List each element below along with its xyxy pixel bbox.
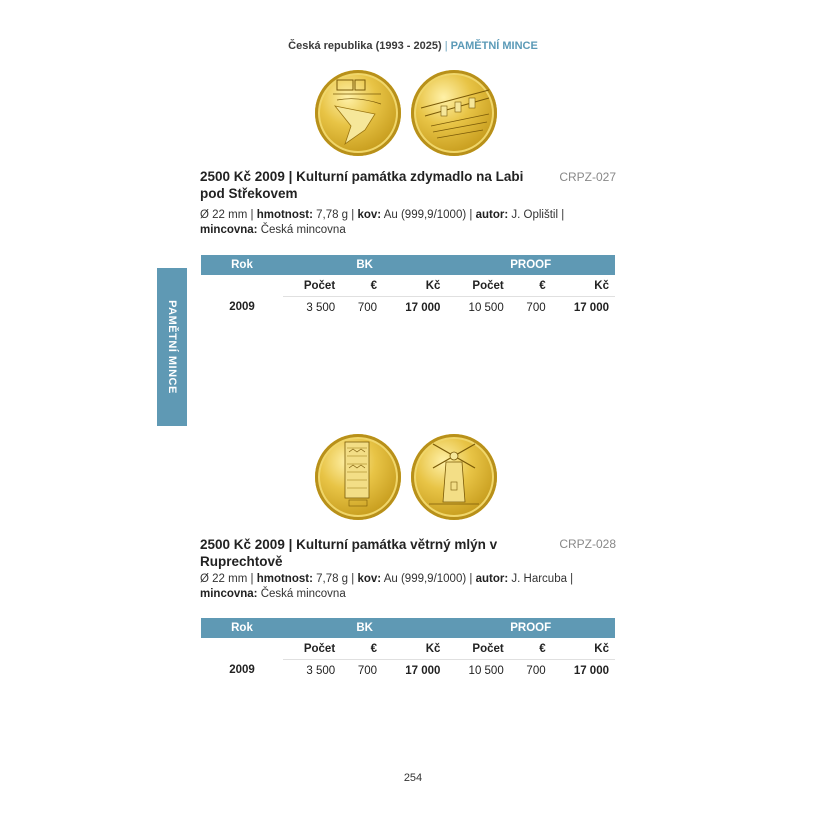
header-bk: BK bbox=[283, 618, 446, 638]
coin-2-specs: Ø 22 mm | hmotnost: 7,78 g | kov: Au (999,9/1000) | autor: J. Harcuba | mincovna: Česká mincovna bbox=[200, 573, 574, 600]
coin-2-obverse-image bbox=[315, 434, 401, 520]
coin-2-title: 2500 Kč 2009 | Kulturní památka větrný mlýn v Ruprechtově bbox=[200, 537, 498, 569]
row-proof-count: 10 500 bbox=[468, 664, 504, 677]
coin-1-weight: 7,78 g bbox=[316, 209, 349, 221]
row-bk-count: 3 500 bbox=[306, 301, 336, 314]
coin-1-mint: Česká mincovna bbox=[260, 224, 346, 236]
coin-1-mint-label: mincovna: bbox=[200, 224, 258, 236]
row-proof-czk: 17 000 bbox=[573, 301, 609, 314]
header-separator: | bbox=[444, 40, 448, 52]
subheader-proof-eur: € bbox=[510, 275, 552, 297]
subheader-bk-czk: Kč bbox=[383, 275, 446, 297]
row-bk-eur: 700 bbox=[357, 664, 378, 677]
row-bk-count: 3 500 bbox=[306, 664, 336, 677]
row-bk-czk: 17 000 bbox=[405, 664, 441, 677]
coin-2-mint: Česká mincovna bbox=[260, 588, 346, 600]
header-proof: PROOF bbox=[446, 618, 615, 638]
row-year: 2009 bbox=[229, 664, 255, 677]
section-side-tab bbox=[157, 268, 187, 426]
subheader-bk-eur: € bbox=[341, 275, 383, 297]
coin-1-reverse-image bbox=[411, 70, 497, 156]
page-number: 254 bbox=[403, 772, 423, 784]
header-section: PAMĚTNÍ MINCE bbox=[450, 40, 538, 52]
subheader-proof-czk: Kč bbox=[552, 638, 615, 660]
row-year: 2009 bbox=[229, 301, 255, 314]
row-proof-czk: 17 000 bbox=[573, 664, 609, 677]
subheader-proof-count: Počet bbox=[446, 275, 509, 297]
subheader-bk-count: Počet bbox=[283, 638, 341, 660]
subheader-bk-czk: Kč bbox=[383, 638, 446, 660]
coin-2-author: J. Harcuba bbox=[511, 573, 567, 585]
coin-1-metal-label: kov: bbox=[357, 209, 382, 221]
subheader-proof-eur: € bbox=[510, 638, 552, 660]
coin-1-metal: Au (999,9/1000) bbox=[383, 209, 467, 221]
coin-2-author-label: autor: bbox=[475, 573, 509, 585]
coin-2-reverse-image bbox=[411, 434, 497, 520]
subheader-proof-czk: Kč bbox=[552, 275, 615, 297]
coin-2-mint-label: mincovna: bbox=[200, 588, 258, 600]
page-header bbox=[0, 40, 826, 52]
header-bk: BK bbox=[283, 255, 446, 275]
coin-2-weight: 7,78 g bbox=[316, 573, 349, 585]
coin-2-weight-label: hmotnost: bbox=[256, 573, 313, 585]
row-bk-eur: 700 bbox=[357, 301, 378, 314]
coin-1-author: J. Oplištil bbox=[511, 209, 559, 221]
row-proof-eur: 700 bbox=[526, 301, 546, 314]
subheader-bk-eur: € bbox=[341, 638, 383, 660]
coin-2-diameter: Ø 22 mm bbox=[200, 573, 248, 585]
header-title: Česká republika (1993 - 2025) bbox=[288, 40, 442, 52]
subheader-proof-count: Počet bbox=[446, 638, 509, 660]
coin-1-price-table bbox=[201, 255, 615, 318]
subheader-bk-count: Počet bbox=[283, 275, 341, 297]
row-proof-count: 10 500 bbox=[468, 301, 504, 314]
coin-2-metal-label: kov: bbox=[357, 573, 382, 585]
header-year: Rok bbox=[201, 255, 283, 275]
coin-1-weight-label: hmotnost: bbox=[256, 209, 313, 221]
side-tab-label: PAMĚTNÍ MINCE bbox=[166, 300, 178, 394]
header-year: Rok bbox=[201, 618, 283, 638]
coin-2-price-table bbox=[201, 618, 615, 681]
table-row bbox=[201, 297, 615, 319]
coin-1-obverse-image bbox=[315, 70, 401, 156]
coin-2-metal: Au (999,9/1000) bbox=[383, 573, 467, 585]
coin-1-author-label: autor: bbox=[475, 209, 509, 221]
row-proof-eur: 700 bbox=[526, 664, 546, 677]
row-bk-czk: 17 000 bbox=[405, 301, 441, 314]
coin-1-catalog-code: CRPZ-027 bbox=[559, 170, 616, 184]
coin-2-catalog-code: CRPZ-028 bbox=[559, 537, 616, 551]
coin-1-specs: Ø 22 mm | hmotnost: 7,78 g | kov: Au (999,9/1000) | autor: J. Oplištil | mincovna: Česká mincovna bbox=[200, 209, 565, 236]
coin-1-title: 2500 Kč 2009 | Kulturní památka zdymadlo na Labi pod Střekovem bbox=[200, 169, 524, 201]
header-proof: PROOF bbox=[446, 255, 615, 275]
table-row bbox=[201, 660, 615, 682]
coin-1-diameter: Ø 22 mm bbox=[200, 209, 248, 221]
